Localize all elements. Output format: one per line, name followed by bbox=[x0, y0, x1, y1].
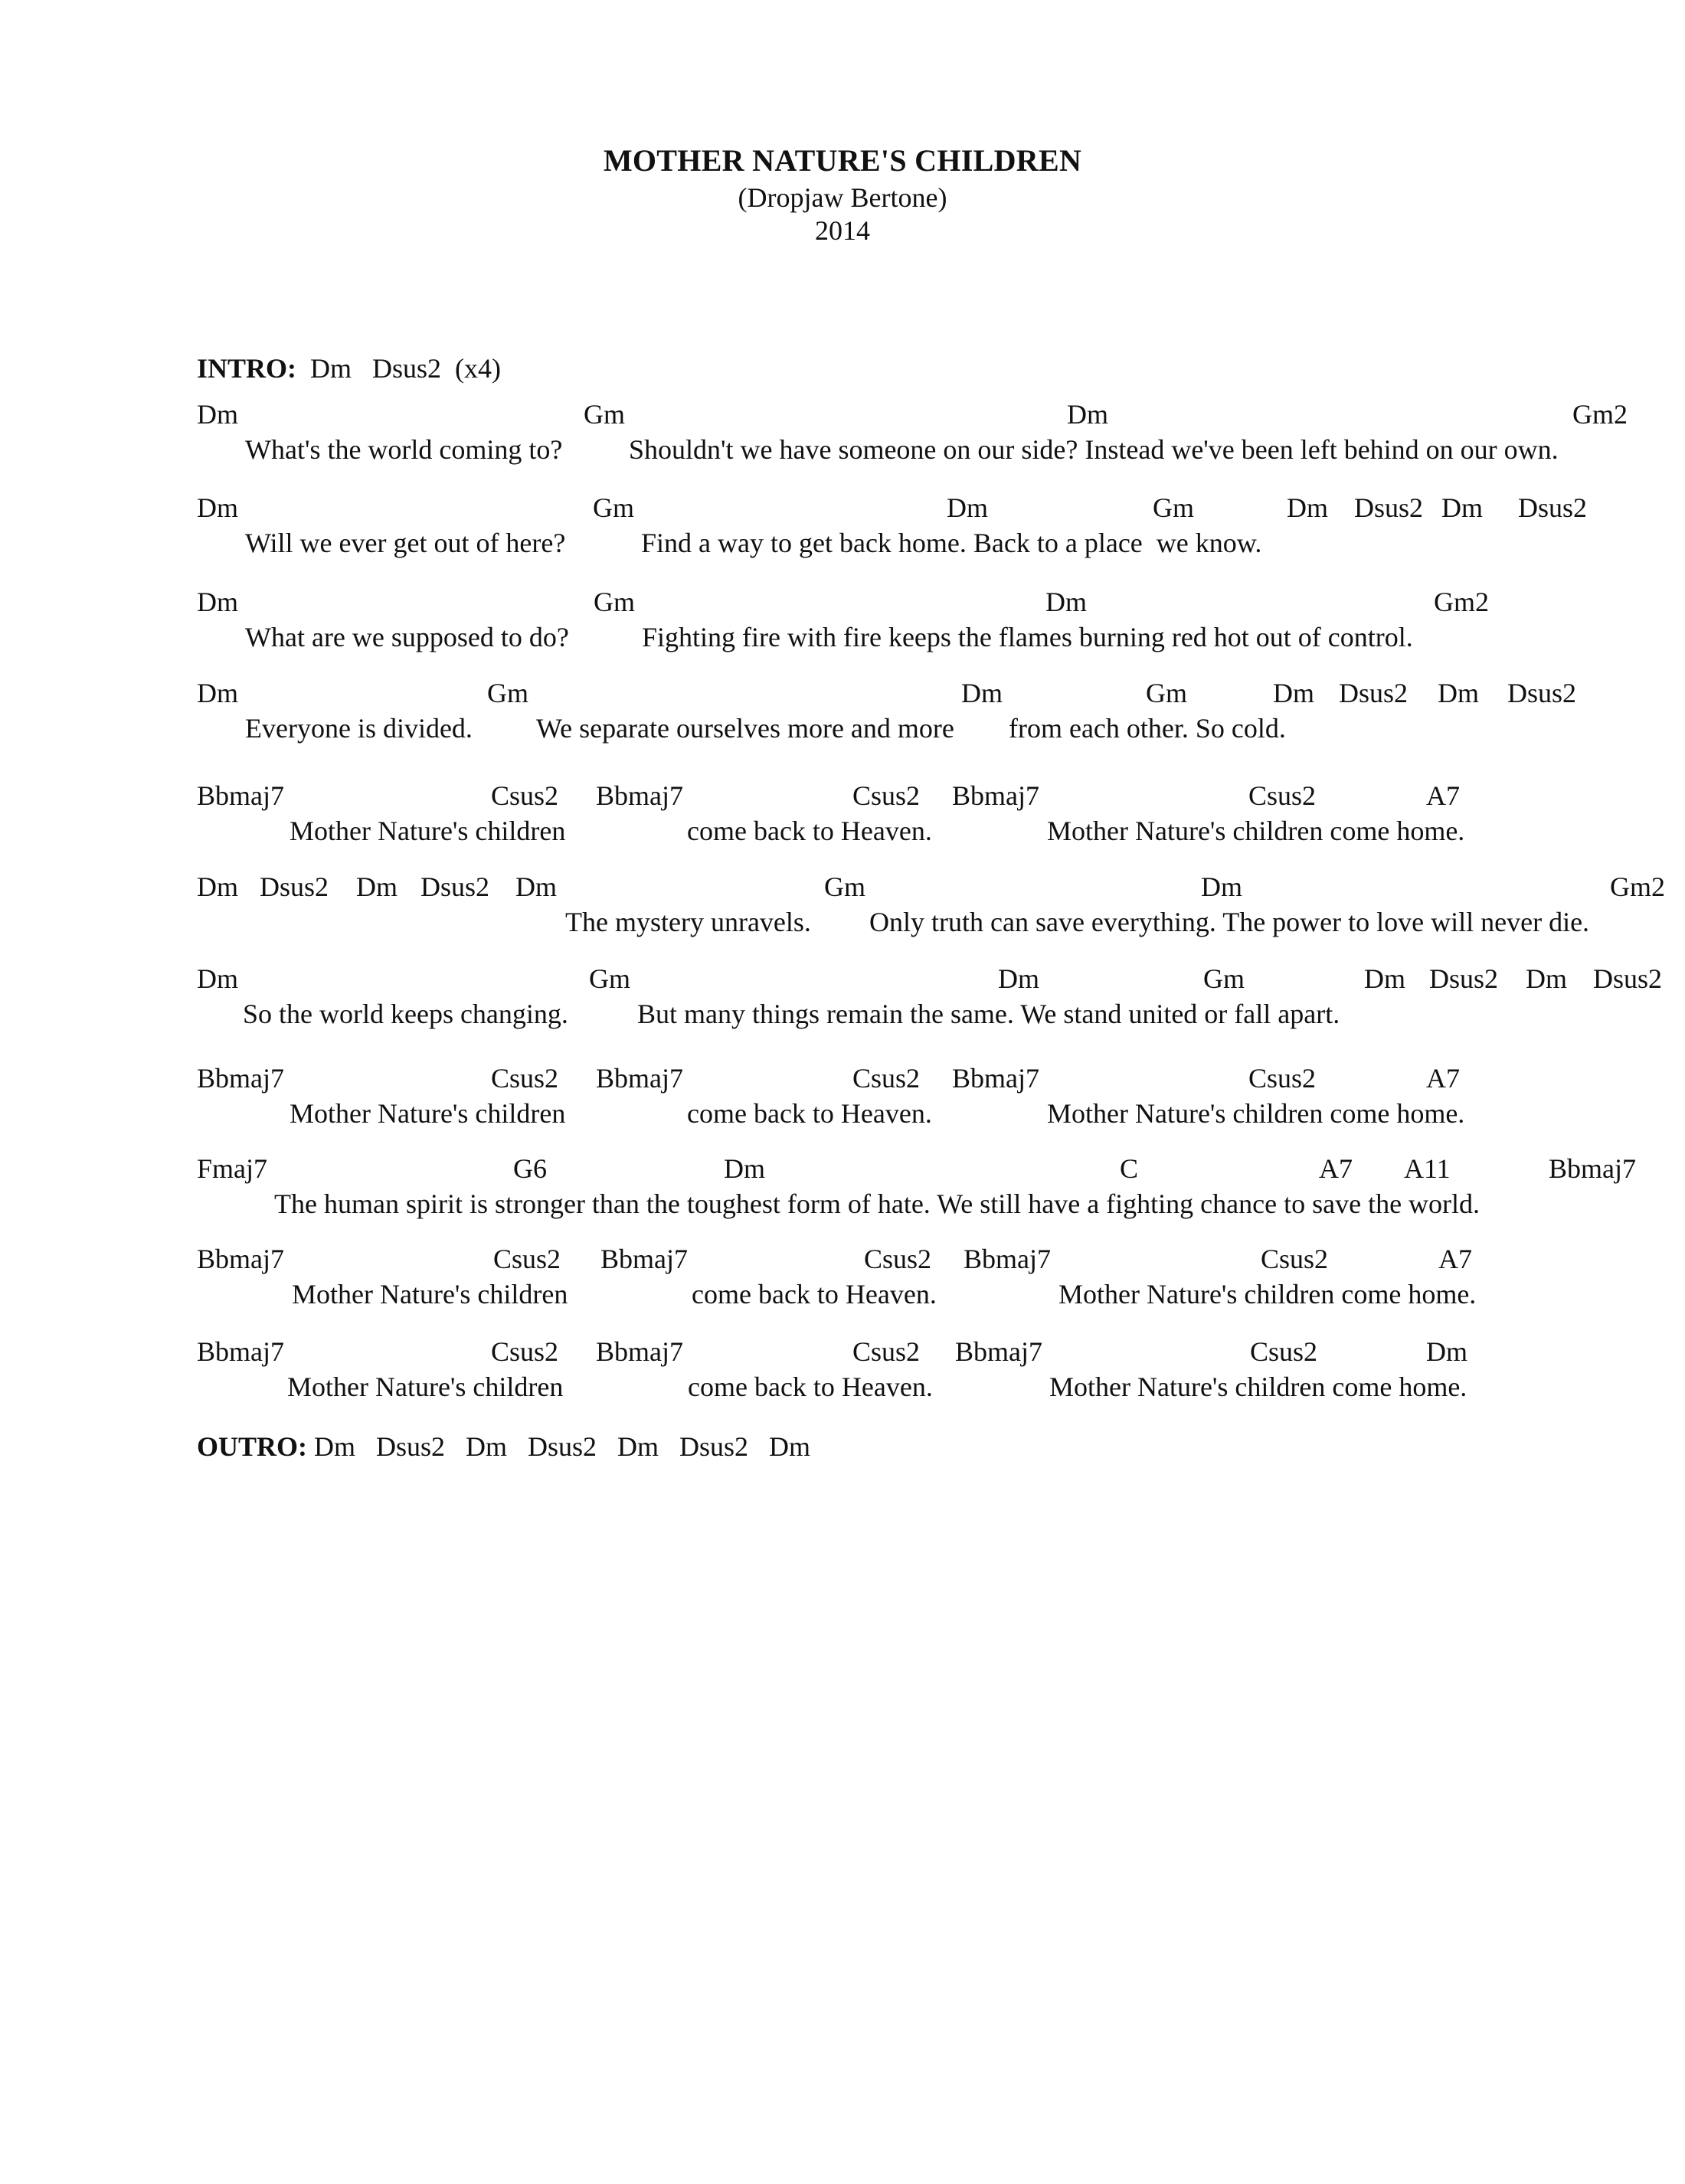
outro-label: OUTRO: bbox=[197, 1431, 307, 1462]
chord-line bbox=[0, 1243, 1685, 1277]
lyric-line: Only truth can save everything. The power to love will never die. bbox=[869, 907, 1590, 937]
chord: A7 bbox=[1426, 780, 1460, 811]
lyric-line: come back to Heaven. bbox=[687, 1098, 932, 1129]
song-title: MOTHER NATURE'S CHILDREN bbox=[603, 143, 1082, 178]
chord-line bbox=[0, 677, 1685, 711]
chord-line bbox=[0, 398, 1685, 432]
chord: Bbmaj7 bbox=[596, 1336, 683, 1367]
chord: Csus2 bbox=[491, 780, 559, 811]
lyric-line: But many things remain the same. We stand united or fall apart. bbox=[637, 999, 1340, 1029]
chord: Gm bbox=[594, 587, 635, 617]
lyric-line: Mother Nature's children come home. bbox=[1049, 1372, 1467, 1402]
chord: Gm bbox=[487, 678, 528, 708]
chord: Csus2 bbox=[852, 780, 921, 811]
lyric-line: from each other. So cold. bbox=[1009, 713, 1286, 744]
lyric-line: Mother Nature's children come home. bbox=[1047, 816, 1465, 846]
chord: Dm bbox=[197, 678, 238, 708]
chord: Gm bbox=[584, 399, 625, 430]
chord-line bbox=[0, 871, 1685, 904]
chord: Dsus2 bbox=[1339, 678, 1409, 708]
chord: Dm bbox=[515, 871, 557, 902]
lyric-line: So the world keeps changing. bbox=[243, 999, 568, 1029]
chord-line bbox=[0, 1062, 1685, 1096]
chord: Dm bbox=[961, 678, 1003, 708]
chord: Gm bbox=[1146, 678, 1187, 708]
lyric-line: The human spirit is stronger than the toughest form of hate. We still have a fighting chance to save the world. bbox=[274, 1188, 1481, 1219]
chord: Bbmaj7 bbox=[596, 1063, 683, 1094]
lyric-line: Mother Nature's children bbox=[290, 816, 566, 846]
chord: C bbox=[1120, 1153, 1139, 1184]
chord: Bbmaj7 bbox=[964, 1244, 1051, 1274]
chord: Csus2 bbox=[1248, 1063, 1317, 1094]
chord: Dm bbox=[1045, 587, 1087, 617]
chord: Dsus2 bbox=[420, 871, 490, 902]
chord: Csus2 bbox=[864, 1244, 932, 1274]
chord: Gm2 bbox=[1434, 587, 1489, 617]
chord: Dm bbox=[1273, 678, 1314, 708]
chord: Csus2 bbox=[1248, 780, 1317, 811]
chord: Bbmaj7 bbox=[197, 780, 284, 811]
song-year: 2014 bbox=[815, 215, 870, 246]
intro-chords: Dm Dsus2 (x4) bbox=[310, 353, 502, 384]
chord: Dm bbox=[197, 492, 238, 523]
lyric-line: Shouldn't we have someone on our side? Instead we've been left behind on our own. bbox=[629, 434, 1559, 465]
chord: Csus2 bbox=[852, 1063, 921, 1094]
chord-line bbox=[0, 780, 1685, 813]
chord: Bbmaj7 bbox=[197, 1244, 284, 1274]
chord: Gm2 bbox=[1572, 399, 1628, 430]
chord: Bbmaj7 bbox=[952, 780, 1039, 811]
lyric-line: Mother Nature's children come home. bbox=[1047, 1098, 1465, 1129]
intro-line bbox=[197, 352, 501, 384]
chord: Dm bbox=[724, 1153, 765, 1184]
chord: Bbmaj7 bbox=[955, 1336, 1042, 1367]
song-artist: (Dropjaw Bertone) bbox=[738, 182, 947, 213]
lyric-line: Mother Nature's children come home. bbox=[1058, 1279, 1477, 1309]
chord: Gm bbox=[1203, 963, 1245, 994]
chord: A7 bbox=[1319, 1153, 1353, 1184]
chord: Csus2 bbox=[491, 1063, 559, 1094]
chord: A11 bbox=[1404, 1153, 1451, 1184]
chord: Dm bbox=[1441, 492, 1483, 523]
chord: Bbmaj7 bbox=[600, 1244, 688, 1274]
lyric-line: Find a way to get back home. Back to a place we know. bbox=[641, 528, 1262, 558]
lyric-line: come back to Heaven. bbox=[688, 1372, 933, 1402]
lyric-line: Will we ever get out of here? bbox=[245, 528, 566, 558]
chord: Fmaj7 bbox=[197, 1153, 268, 1184]
chord: Dsus2 bbox=[1354, 492, 1424, 523]
chord: Gm2 bbox=[1610, 871, 1665, 902]
chord: Gm bbox=[1153, 492, 1194, 523]
chord: Dm bbox=[1201, 871, 1242, 902]
chord: Dm bbox=[1067, 399, 1108, 430]
lyric-line: Everyone is divided. bbox=[245, 713, 473, 744]
chord: Bbmaj7 bbox=[197, 1063, 284, 1094]
chord: G6 bbox=[513, 1153, 547, 1184]
chord: Dsus2 bbox=[1507, 678, 1577, 708]
chord: Dm bbox=[1364, 963, 1405, 994]
lyric-line: come back to Heaven. bbox=[692, 1279, 937, 1309]
lyric-line: What's the world coming to? bbox=[245, 434, 563, 465]
chord: Dm bbox=[1438, 678, 1479, 708]
lyric-line: The mystery unravels. bbox=[565, 907, 811, 937]
chord-line bbox=[0, 1152, 1685, 1186]
outro-chords: Dm Dsus2 Dm Dsus2 Dm Dsus2 Dm bbox=[314, 1431, 811, 1462]
chord: Dm bbox=[1526, 963, 1567, 994]
lyric-line: Fighting fire with fire keeps the flames burning red hot out of control. bbox=[642, 622, 1413, 652]
chord: Dsus2 bbox=[1518, 492, 1588, 523]
chord: Bbmaj7 bbox=[596, 780, 683, 811]
chord-line bbox=[0, 963, 1685, 996]
chord-line bbox=[0, 1336, 1685, 1369]
chord: Dm bbox=[947, 492, 988, 523]
chord: Dsus2 bbox=[1429, 963, 1499, 994]
chord: Dsus2 bbox=[260, 871, 329, 902]
lyric-line: What are we supposed to do? bbox=[245, 622, 569, 652]
chord: A7 bbox=[1426, 1063, 1460, 1094]
chord: Dm bbox=[1287, 492, 1328, 523]
chord: Csus2 bbox=[1261, 1244, 1329, 1274]
chord: Bbmaj7 bbox=[197, 1336, 284, 1367]
chord: Dm bbox=[197, 963, 238, 994]
chord: Dm bbox=[197, 587, 238, 617]
outro-line bbox=[197, 1430, 810, 1463]
chord: Csus2 bbox=[852, 1336, 921, 1367]
lyric-line: Mother Nature's children bbox=[287, 1372, 564, 1402]
chord: Gm bbox=[589, 963, 630, 994]
lyric-line: Mother Nature's children bbox=[290, 1098, 566, 1129]
chord: Csus2 bbox=[1250, 1336, 1318, 1367]
chord: Dm bbox=[356, 871, 398, 902]
chord: Csus2 bbox=[493, 1244, 561, 1274]
chord: Dm bbox=[197, 399, 238, 430]
chord: A7 bbox=[1438, 1244, 1472, 1274]
lyric-line: We separate ourselves more and more bbox=[536, 713, 954, 744]
chord: Dm bbox=[998, 963, 1039, 994]
chord: Dm bbox=[1426, 1336, 1467, 1367]
lyric-line: Mother Nature's children bbox=[292, 1279, 568, 1309]
lyric-line: come back to Heaven. bbox=[687, 816, 932, 846]
chord: Csus2 bbox=[491, 1336, 559, 1367]
chord: Gm bbox=[593, 492, 634, 523]
chord: Bbmaj7 bbox=[952, 1063, 1039, 1094]
intro-label: INTRO: bbox=[197, 353, 297, 384]
chord: Bbmaj7 bbox=[1549, 1153, 1636, 1184]
chord-line bbox=[0, 586, 1685, 620]
chord: Dm bbox=[197, 871, 238, 902]
chord: Gm bbox=[824, 871, 865, 902]
chord-line bbox=[0, 492, 1685, 525]
chord: Dsus2 bbox=[1593, 963, 1663, 994]
